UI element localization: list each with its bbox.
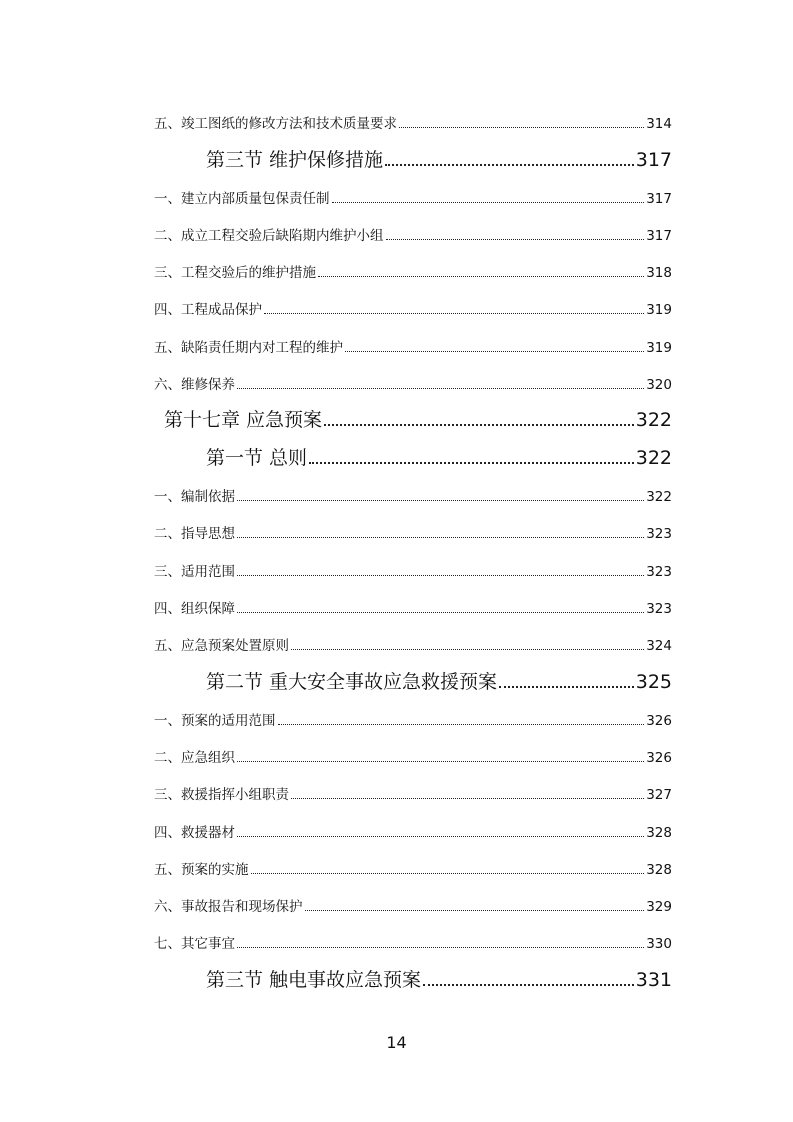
toc-entry-label: 四、工程成品保护 (154, 302, 262, 318)
dot-leader (385, 164, 634, 166)
toc-entry[interactable] (154, 261, 672, 281)
toc-entry[interactable] (154, 634, 672, 654)
toc-entry-page: 328 (646, 825, 672, 841)
toc-entry[interactable] (154, 112, 672, 132)
toc-entry-label: 二、指导思想 (154, 526, 235, 542)
dot-leader (237, 500, 644, 501)
dot-leader (237, 575, 644, 576)
dot-leader (237, 836, 644, 837)
toc-entry-label: 一、编制依据 (154, 489, 235, 505)
toc-entry[interactable] (154, 522, 672, 542)
dot-leader (423, 984, 634, 986)
toc-entry-label: 第三节 维护保修措施 (206, 149, 384, 171)
dot-leader (305, 910, 645, 911)
dot-leader (237, 947, 644, 948)
toc-entry-page: 317 (646, 228, 672, 244)
toc-entry-page: 319 (646, 340, 672, 356)
toc-entry[interactable] (154, 895, 672, 915)
dot-leader (318, 276, 644, 277)
toc-entry-label: 五、应急预案处置原则 (154, 638, 289, 654)
toc-entry[interactable] (154, 336, 672, 356)
toc-entry[interactable] (154, 783, 672, 803)
dot-leader (291, 649, 644, 650)
toc-entry[interactable] (154, 560, 672, 580)
toc-entry[interactable] (206, 667, 672, 694)
toc-entry-page: 325 (635, 671, 672, 693)
toc-entry-page: 317 (646, 191, 672, 207)
toc-entry[interactable] (206, 443, 672, 470)
toc-entry-label: 五、预案的实施 (154, 862, 249, 878)
toc-entry[interactable] (154, 709, 672, 729)
toc-entry-page: 323 (646, 526, 672, 542)
dot-leader (291, 798, 644, 799)
page-number: 14 (386, 1033, 407, 1052)
toc-entry-page: 324 (646, 638, 672, 654)
toc-entry-page: 322 (635, 409, 672, 431)
toc-entry-page: 328 (646, 862, 672, 878)
toc-entry-page: 327 (646, 787, 672, 803)
toc-entry-page: 314 (646, 116, 672, 132)
toc-entry[interactable] (154, 597, 672, 617)
dot-leader (278, 724, 645, 725)
toc-entry[interactable] (154, 298, 672, 318)
dot-leader (237, 761, 644, 762)
toc-entry[interactable] (206, 965, 672, 992)
toc-entry-page: 317 (635, 149, 672, 171)
dot-leader (324, 424, 634, 426)
toc-entry-label: 五、竣工图纸的修改方法和技术质量要求 (154, 116, 397, 132)
toc-entry-label: 第十七章 应急预案 (164, 409, 323, 431)
toc-entry-label: 二、成立工程交验后缺陷期内维护小组 (154, 228, 384, 244)
toc-entry-label: 七、其它事宜 (154, 936, 235, 952)
toc-entry-label: 二、应急组织 (154, 750, 235, 766)
dot-leader (264, 313, 644, 314)
toc-entry-page: 322 (635, 447, 672, 469)
toc-entry-label: 一、预案的适用范围 (154, 713, 276, 729)
dot-leader (399, 127, 644, 128)
dot-leader (237, 612, 644, 613)
toc-entry-label: 三、适用范围 (154, 564, 235, 580)
toc-entry-page: 323 (646, 564, 672, 580)
toc-entry[interactable] (154, 821, 672, 841)
toc-entry-label: 第三节 触电事故应急预案 (206, 969, 422, 991)
dot-leader (237, 388, 644, 389)
dot-leader (251, 873, 645, 874)
toc-entry[interactable] (154, 746, 672, 766)
toc-entry-label: 四、救援器材 (154, 825, 235, 841)
toc-entry-page: 319 (646, 302, 672, 318)
toc-entry-page: 318 (646, 265, 672, 281)
dot-leader (332, 202, 645, 203)
toc-entry-label: 第一节 总则 (206, 447, 308, 469)
toc-entry[interactable] (154, 932, 672, 952)
toc-entry[interactable] (154, 485, 672, 505)
toc-entry-page: 323 (646, 601, 672, 617)
dot-leader (499, 686, 634, 688)
toc-entry-label: 六、维修保养 (154, 377, 235, 393)
toc-entry-label: 三、工程交验后的维护措施 (154, 265, 316, 281)
toc-entry-label: 三、救援指挥小组职责 (154, 787, 289, 803)
toc-entry-page: 322 (646, 489, 672, 505)
toc-entry[interactable] (154, 373, 672, 393)
toc-entry-page: 326 (646, 713, 672, 729)
toc-entry-label: 五、缺陷责任期内对工程的维护 (154, 340, 343, 356)
toc-entry-page: 320 (646, 377, 672, 393)
toc-entry[interactable] (154, 187, 672, 207)
toc-entry[interactable] (154, 858, 672, 878)
toc-entry-page: 331 (635, 969, 672, 991)
toc-entry-label: 一、建立内部质量包保责任制 (154, 191, 330, 207)
dot-leader (309, 462, 634, 464)
toc-entry-label: 第二节 重大安全事故应急救援预案 (206, 671, 498, 693)
toc-entry[interactable] (154, 224, 672, 244)
toc-entry[interactable] (164, 405, 672, 432)
dot-leader (237, 537, 644, 538)
toc-entry-page: 329 (646, 899, 672, 915)
dot-leader (386, 239, 645, 240)
toc-entry-page: 330 (646, 936, 672, 952)
toc-entry[interactable] (206, 145, 672, 172)
dot-leader (345, 351, 644, 352)
toc-entry-label: 四、组织保障 (154, 601, 235, 617)
toc-entry-label: 六、事故报告和现场保护 (154, 899, 303, 915)
toc-entry-page: 326 (646, 750, 672, 766)
